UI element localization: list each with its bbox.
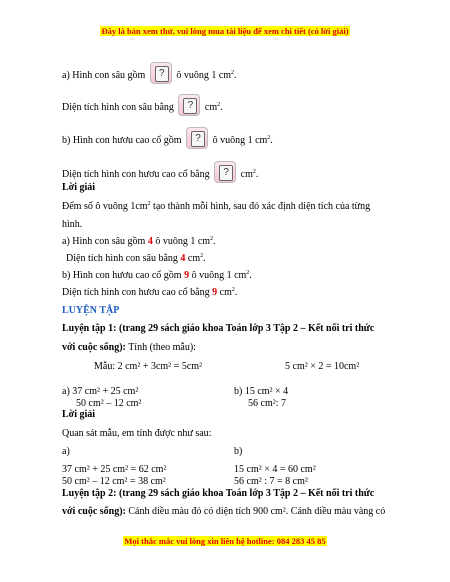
ex2-text: Cánh diều màu đỏ có diện tích 900 cm². Cánh diều màu vàng có bbox=[125, 506, 386, 517]
sup: 2 bbox=[231, 287, 235, 293]
sup: 2 bbox=[147, 201, 151, 207]
sol-a-pre: a) Hình con sâu gồm bbox=[62, 236, 148, 247]
sol-d-post: cm bbox=[217, 287, 232, 298]
question-b-area bbox=[62, 161, 258, 183]
intro-b: tạo thành mỗi hình, sau đó xác định diện tích của từng bbox=[150, 201, 371, 212]
exercise-2-text bbox=[62, 506, 385, 518]
sup: 2 bbox=[200, 253, 204, 259]
exercise-a2: 50 cm² – 12 cm² bbox=[76, 398, 142, 409]
solution-2-intro: Quan sát mẫu, em tính được như sau: bbox=[62, 428, 212, 439]
sup: 2 bbox=[231, 70, 235, 76]
exercise-b2: 56 cm²: 7 bbox=[248, 398, 286, 409]
dot: . bbox=[255, 169, 259, 180]
dot: . bbox=[234, 287, 238, 298]
section-title: LUYỆN TẬP bbox=[62, 305, 120, 316]
sol-c-val: 9 bbox=[184, 270, 190, 281]
hotline-text: Mọi thắc mắc vui lòng xin liên hệ hotline: 084 283 45 85 bbox=[124, 536, 326, 546]
sup: 2 bbox=[252, 169, 256, 175]
solution-2-b2: 56 cm² : 7 = 8 cm² bbox=[234, 476, 308, 487]
question-a-area bbox=[62, 94, 223, 116]
q3-label: b) Hình con hươu cao cổ gồm bbox=[62, 135, 182, 146]
sol-b-val: 4 bbox=[180, 253, 186, 264]
solution-2-heading: Lời giải bbox=[62, 409, 96, 420]
answer-box-4[interactable] bbox=[214, 161, 236, 183]
q4-label: Diện tích hình con hươu cao cổ bằng bbox=[62, 169, 210, 180]
sup: 2 bbox=[210, 236, 214, 242]
sup: 2 bbox=[217, 102, 221, 108]
sol-c-pre: b) Hình con hươu cao cổ gồm bbox=[62, 270, 185, 281]
ex1-instruction: Tính (theo mẫu): bbox=[125, 342, 196, 353]
question-mark-icon: ? bbox=[155, 66, 169, 82]
solution-b-area bbox=[62, 287, 237, 299]
sol-c-post: ô vuông 1 cm bbox=[189, 270, 247, 281]
solution-2-a2: 50 cm² – 12 cm² = 38 cm² bbox=[62, 476, 166, 487]
question-mark-icon: ? bbox=[191, 131, 205, 147]
q1-unit: ô vuông 1 cm bbox=[176, 70, 232, 81]
q2-unit: cm bbox=[204, 102, 218, 113]
dot: . bbox=[270, 135, 273, 146]
dot: . bbox=[203, 253, 206, 264]
q4-unit: cm bbox=[240, 169, 253, 180]
sol-a-val: 4 bbox=[147, 236, 153, 247]
hotline-banner bbox=[0, 536, 450, 546]
solution-2-b1: 15 cm² × 4 = 60 cm² bbox=[234, 464, 316, 475]
sol-b-post: cm bbox=[185, 253, 201, 264]
question-a-count bbox=[62, 62, 237, 84]
answer-box-1[interactable] bbox=[150, 62, 172, 84]
model-left: Mẫu: 2 cm² + 3cm² = 5cm² bbox=[94, 361, 203, 372]
sup: 2 bbox=[246, 270, 250, 276]
question-b-count bbox=[62, 127, 273, 149]
preview-banner-text: Đây là bản xem thử, vui lòng mua tài liệu để xem chi tiết (có lời giải) bbox=[101, 26, 349, 36]
dot: . bbox=[249, 270, 252, 281]
q2-label: Diện tích hình con sâu bằng bbox=[62, 102, 174, 113]
dot: . bbox=[220, 102, 223, 113]
answer-box-3[interactable] bbox=[186, 127, 208, 149]
q1-label: a) Hình con sâu gồm bbox=[62, 70, 146, 81]
q3-unit: ô vuông 1 cm bbox=[212, 135, 268, 146]
preview-banner bbox=[0, 26, 450, 36]
solution-intro-cont: hình. bbox=[62, 219, 83, 230]
exercise-2-title: Luyện tập 2: (trang 29 sách giáo khoa Toán lớp 3 Tập 2 – Kết nối tri thức bbox=[62, 488, 375, 499]
exercise-b1: b) 15 cm² × 4 bbox=[234, 386, 289, 397]
sol-d-val: 9 bbox=[212, 287, 218, 298]
solution-a bbox=[62, 236, 216, 248]
dot: . bbox=[213, 236, 216, 247]
ex2-title-b: với cuộc sống): bbox=[62, 506, 126, 517]
dot: . bbox=[234, 70, 237, 81]
exercise-a1: a) 37 cm² + 25 cm² bbox=[62, 386, 139, 397]
model-right: 5 cm² × 2 = 10cm² bbox=[285, 361, 360, 372]
exercise-1-title: Luyện tập 1: (trang 29 sách giáo khoa Toán lớp 3 Tập 2 – Kết nối tri thức bbox=[62, 323, 375, 334]
solution-2-b: b) bbox=[234, 446, 243, 457]
question-mark-icon: ? bbox=[219, 165, 233, 181]
sup: 2 bbox=[267, 135, 271, 141]
ex1-title-b: với cuộc sống): bbox=[62, 342, 126, 353]
intro-a: Đếm số ô vuông 1cm bbox=[62, 201, 148, 212]
solution-2-a: a) bbox=[62, 446, 70, 457]
solution-b bbox=[62, 270, 252, 282]
sol-a-post: ô vuông 1 cm bbox=[152, 236, 211, 247]
sol-b-pre: Diện tích hình con sâu bằng bbox=[66, 253, 181, 264]
solution-intro bbox=[62, 201, 370, 213]
answer-box-2[interactable] bbox=[178, 94, 200, 116]
exercise-1-title-cont bbox=[62, 342, 196, 354]
question-mark-icon: ? bbox=[183, 98, 197, 114]
sol-d-pre: Diện tích hình con hươu cao cổ bằng bbox=[62, 287, 213, 298]
solution-heading: Lời giải bbox=[62, 182, 96, 193]
solution-a-area bbox=[66, 253, 206, 265]
solution-2-a1: 37 cm² + 25 cm² = 62 cm² bbox=[62, 464, 167, 475]
